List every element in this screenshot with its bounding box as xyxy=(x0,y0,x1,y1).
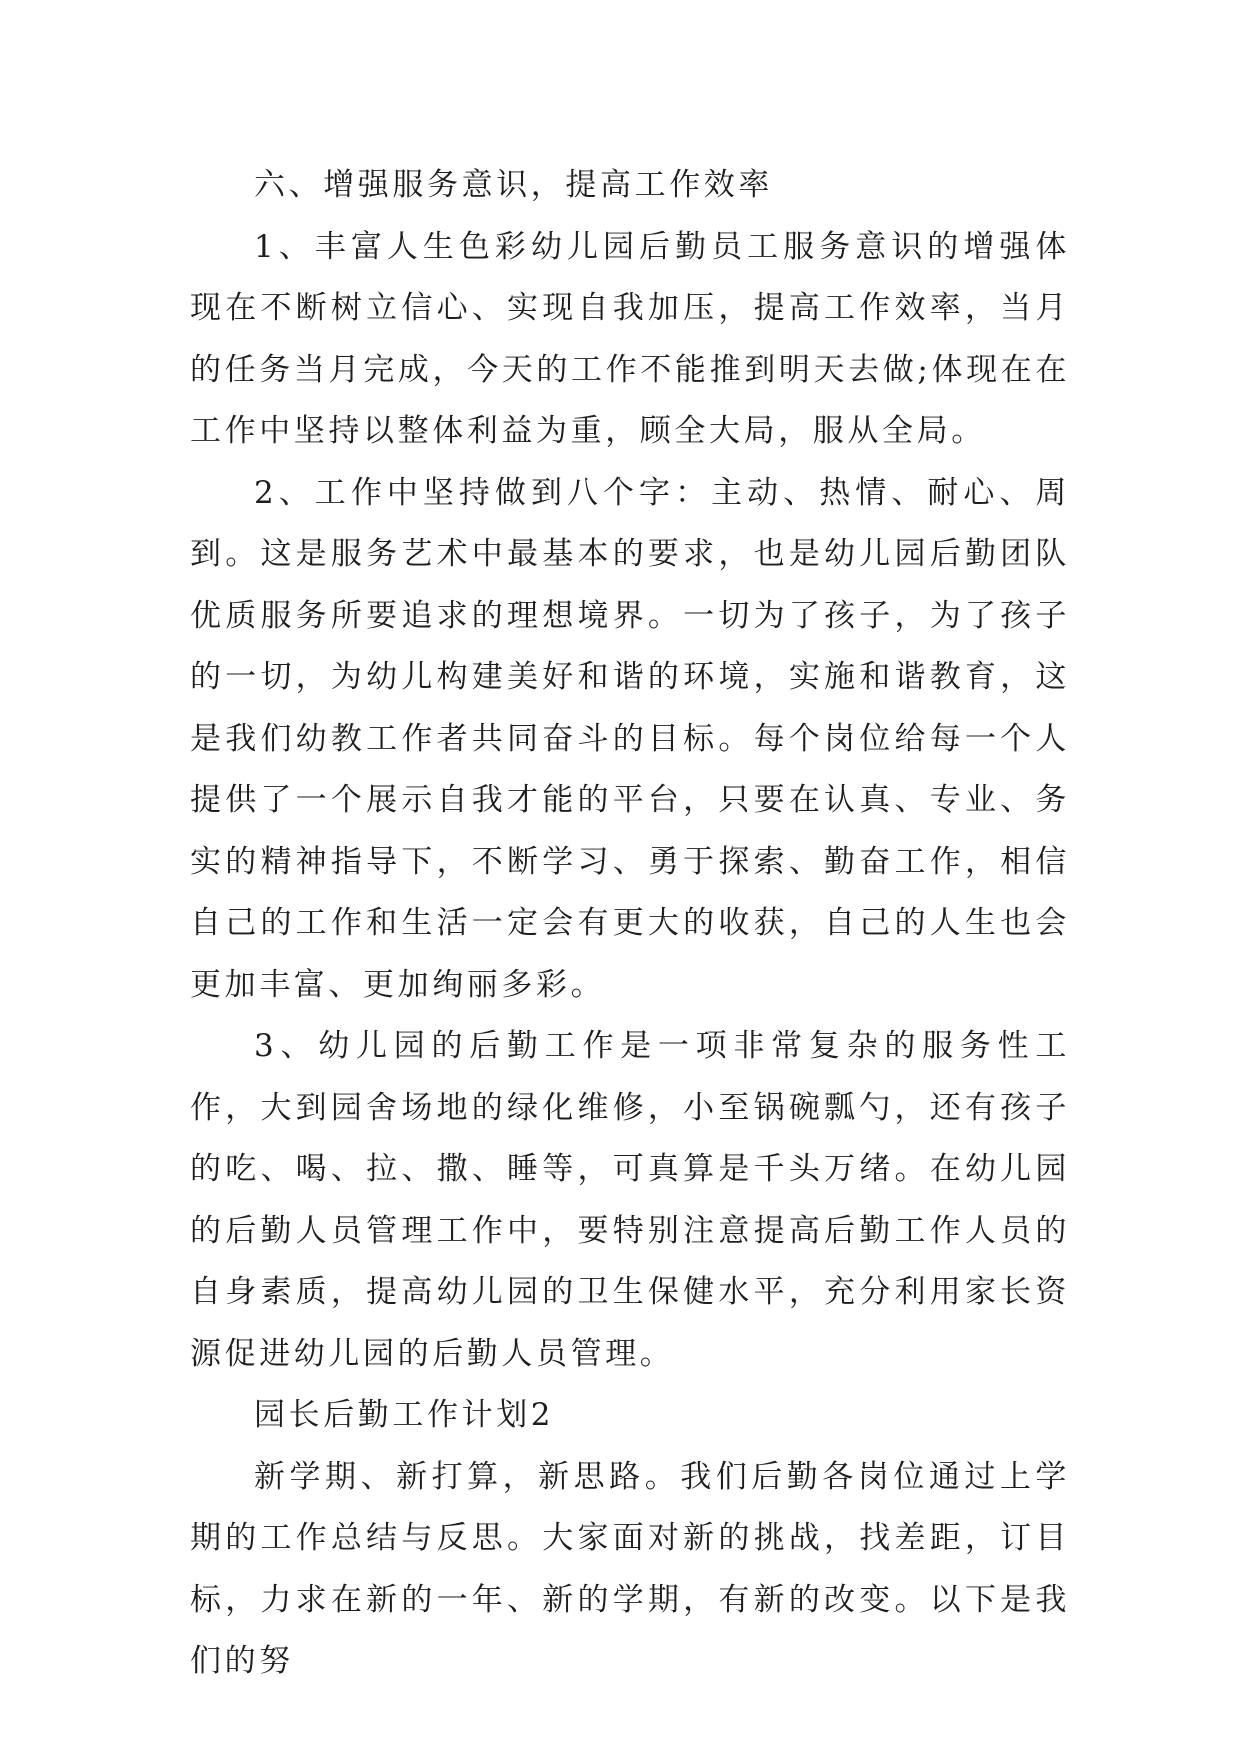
section-heading: 六、增强服务意识，提高工作效率 xyxy=(254,167,773,203)
paragraph-item-1: 1、丰富人生色彩幼儿园后勤员工服务意识的增强体现在不断树立信心、实现自我加压，提高工作效率，当月的任务当月完成，今天的工作不能推到明天去做;体现在在工作中坚持以整体利益为重，顾全大局，服从全局。 xyxy=(190,228,1070,449)
paragraph-intro: 新学期、新打算，新思路。我们后勤各岗位通过上学期的工作总结与反思。大家面对新的挑战，找差距，订目标，力求在新的一年、新的学期，有新的改变。以下是我们的努 xyxy=(190,1458,1070,1679)
document-body xyxy=(190,155,1070,1693)
paragraph-item-2: 2、工作中坚持做到八个字：主动、热情、耐心、周到。这是服务艺术中最基本的要求，也是幼儿园后勤团队优质服务所要追求的理想境界。一切为了孩子，为了孩子的一切，为幼儿构建美好和谐的环境，实施和谐教育，这是我们幼教工作者共同奋斗的目标。每个岗位给每一个人提供了一个展示自我才能的平台，只要在认真、专业、务实的精神指导下，不断学习、勇于探索、勤奋工作，相信自己的工作和生活一定会有更大的收获，自己的人生也会更加丰富、更加绚丽多彩。 xyxy=(190,474,1070,1003)
plan-heading: 园长后勤工作计划2 xyxy=(254,1397,555,1433)
paragraph-item-3: 3、幼儿园的后勤工作是一项非常复杂的服务性工作，大到园舍场地的绿化维修，小至锅碗瓢勺，还有孩子的吃、喝、拉、撒、睡等，可真算是千头万绪。在幼儿园的后勤人员管理工作中，要特别注意提高后勤工作人员的自身素质，提高幼儿园的卫生保健水平，充分利用家长资源促进幼儿园的后勤人员管理。 xyxy=(190,1028,1070,1372)
